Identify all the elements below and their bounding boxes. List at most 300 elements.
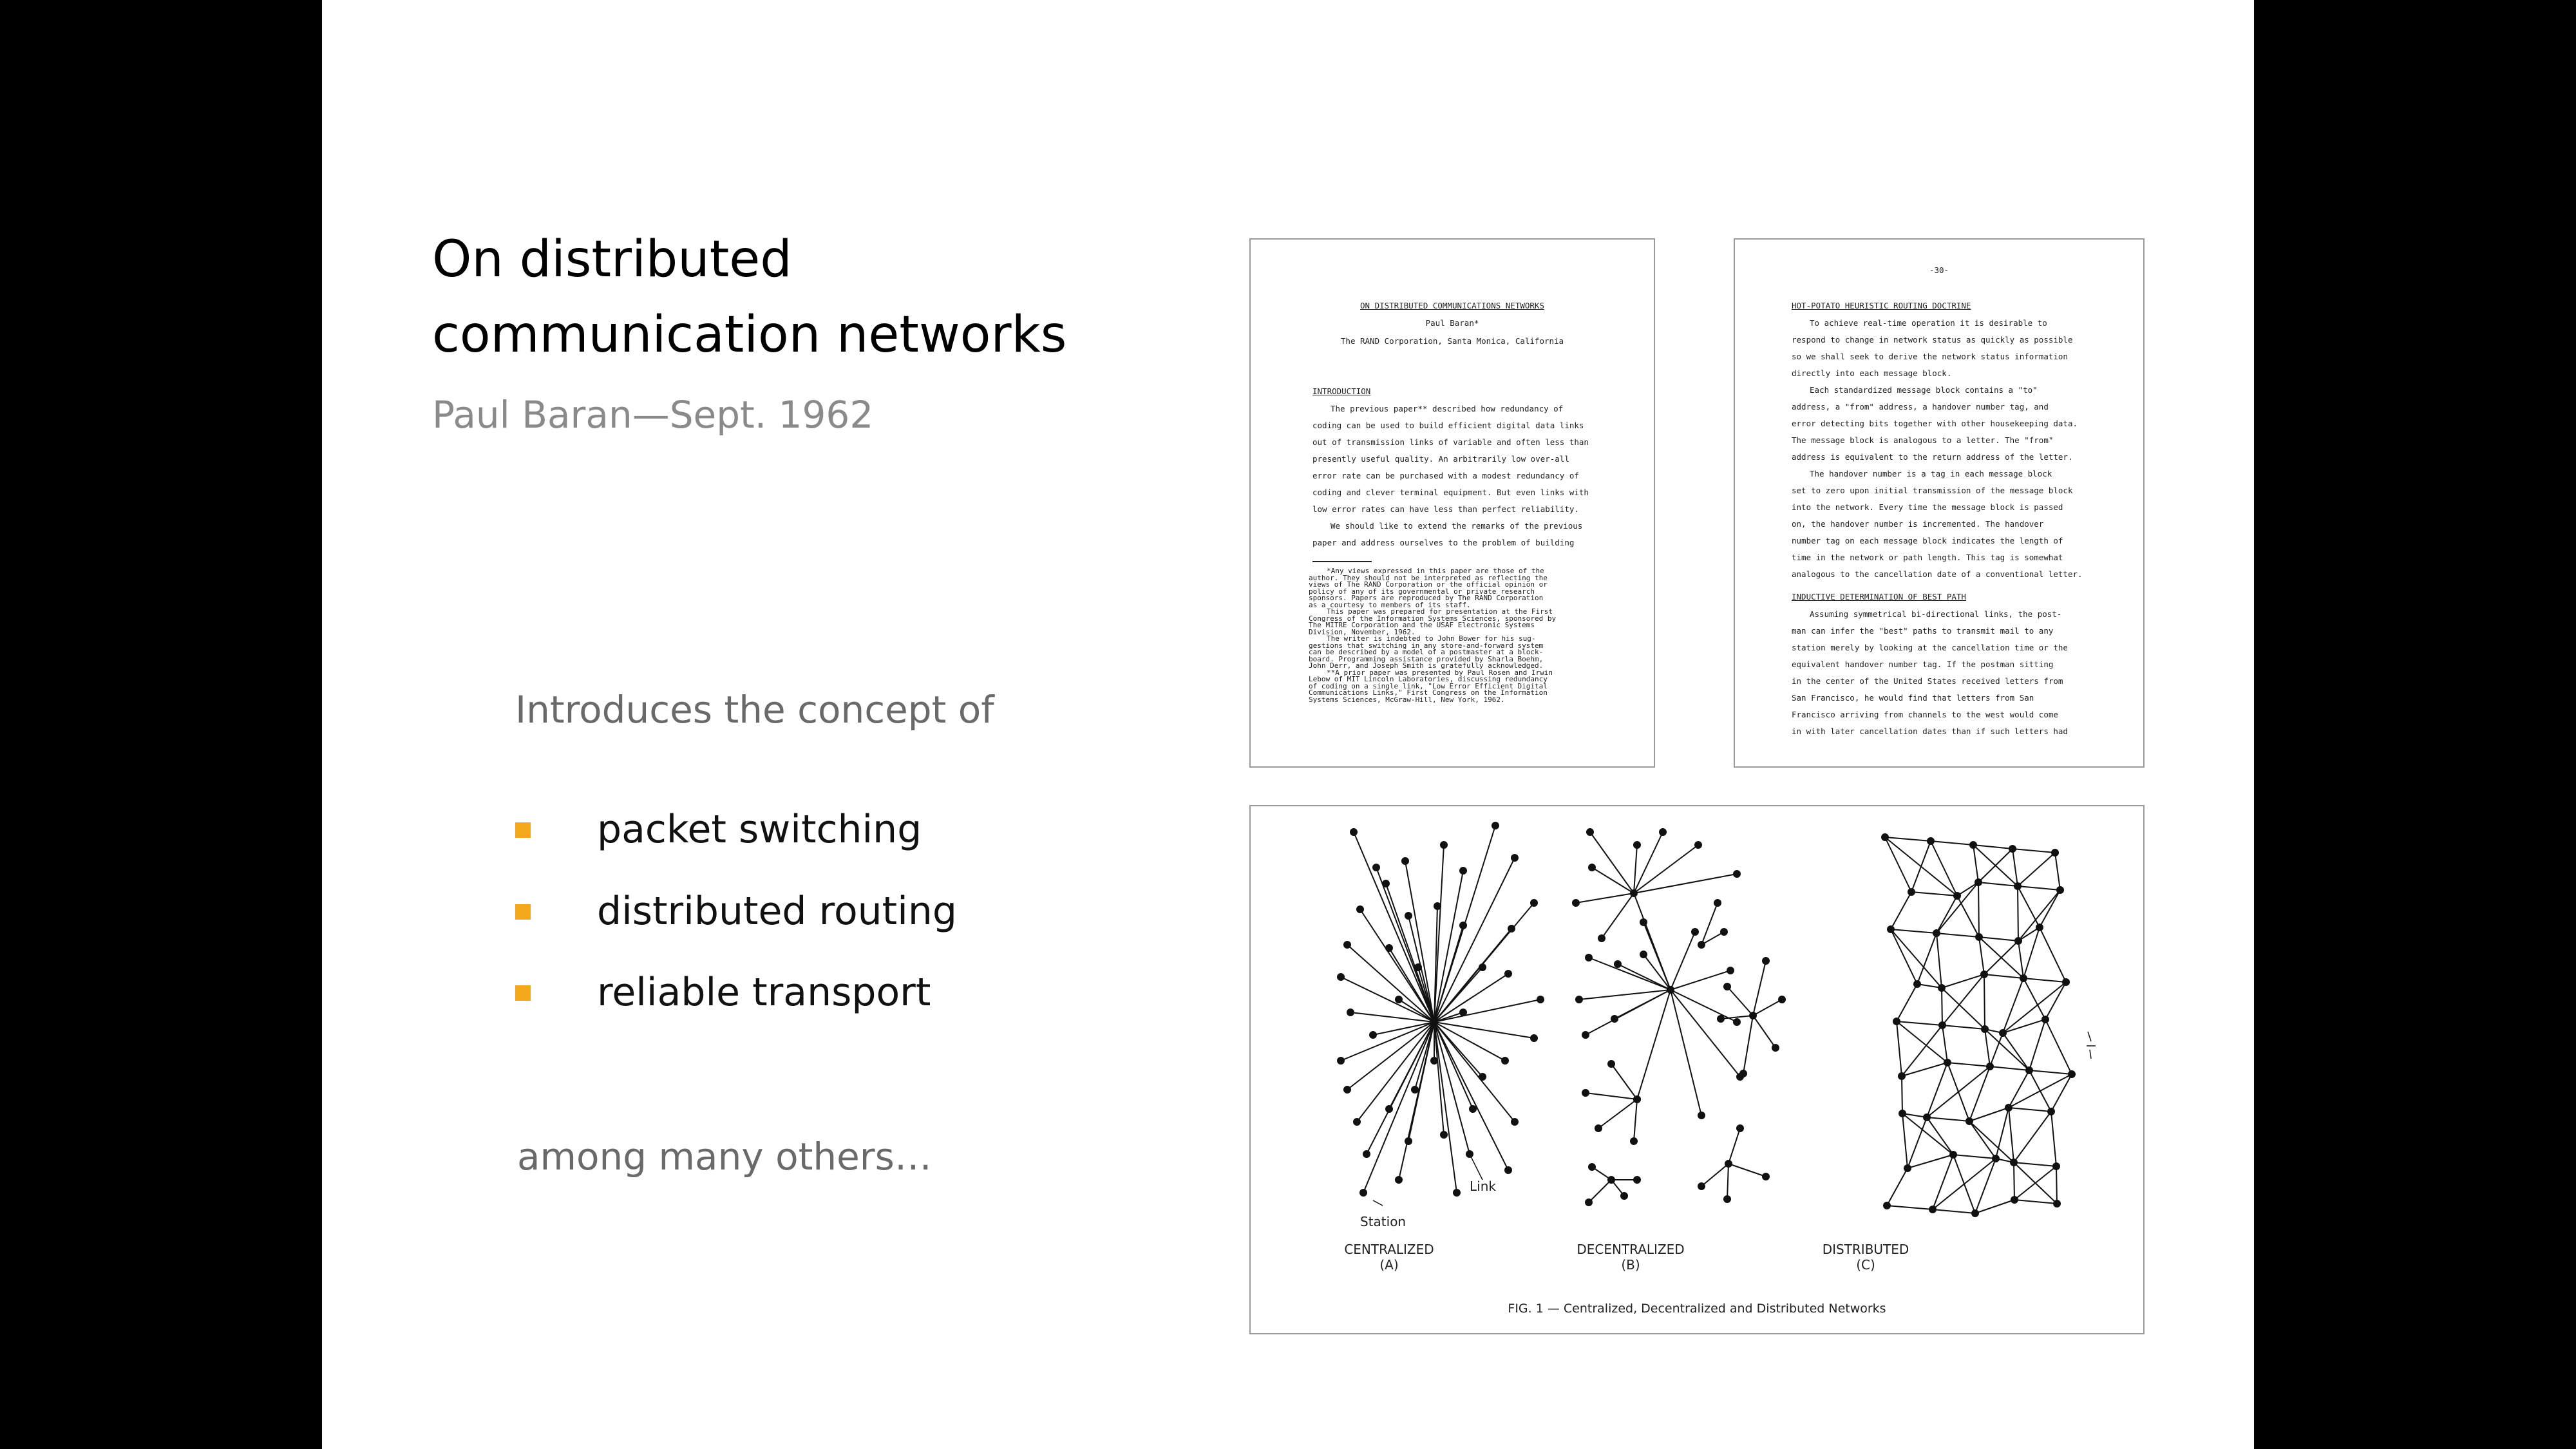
- bullet-label: reliable transport: [597, 970, 931, 1015]
- network-link: [2045, 982, 2066, 1019]
- network-link: [1933, 1209, 1975, 1213]
- network-station: [2014, 937, 2022, 945]
- network-link: [1931, 841, 1973, 845]
- text-line: in with later cancellation dates than if such letters had: [1792, 726, 2068, 736]
- bullet-label: packet switching: [597, 807, 922, 852]
- network-link: [1973, 845, 1978, 882]
- text-line: as a courtesy to members of its staff.: [1309, 600, 1471, 609]
- network-station: [1714, 899, 1721, 907]
- network-station: [1762, 957, 1770, 965]
- text-line: equivalent handover number tag. If the postman sitting: [1792, 659, 2054, 669]
- slide: [322, 0, 2254, 1449]
- network-link: [1887, 1168, 1908, 1206]
- text-line: Division, November, 1962.: [1309, 627, 1416, 636]
- network-link: [1942, 1025, 1985, 1029]
- network-station: [1405, 1137, 1412, 1145]
- network-station: [1598, 934, 1605, 942]
- network-link: [1891, 929, 1937, 933]
- network-link: [1586, 1093, 1637, 1099]
- panel-b-label: [1553, 1242, 1708, 1273]
- network-link: [1611, 1064, 1637, 1099]
- text-line: in the center of the United States received letters from: [1792, 676, 2063, 686]
- station-label: Station: [1360, 1214, 1406, 1229]
- network-station: [2014, 882, 2022, 890]
- network-link: [1887, 1206, 1933, 1209]
- network-link: [2012, 849, 2055, 853]
- network-station: [1898, 1072, 1906, 1080]
- text-line: analogous to the cancellation date of a conventional letter.: [1792, 569, 2083, 579]
- network-station: [1883, 1202, 1891, 1209]
- text-line: San Francisco, he would find that letters from San: [1792, 693, 2034, 703]
- network-link: [1637, 990, 1671, 1099]
- network-station: [1933, 929, 1940, 937]
- network-station: [1511, 854, 1519, 862]
- network-link: [1897, 984, 1917, 1021]
- text-line: sponsors. Papers are reproduced by The RAND Corporation: [1309, 594, 1544, 602]
- network-link: [2040, 890, 2060, 927]
- network-link: [2023, 978, 2066, 982]
- intro-text: Introduces the concept of: [515, 688, 994, 732]
- panel-a-label: [1312, 1242, 1466, 1273]
- network-link: [1985, 1029, 1990, 1066]
- panel-name: DISTRIBUTED: [1822, 1242, 1909, 1257]
- network-station: [1762, 1173, 1770, 1180]
- network-station: [1575, 996, 1583, 1003]
- text-line: error detecting bits together with other housekeeping data.: [1792, 419, 2078, 428]
- text-line: *Any views expressed in this paper are those of the: [1327, 567, 1544, 575]
- network-station: [1588, 1163, 1596, 1171]
- network-station: [1986, 1063, 1994, 1070]
- text-line: man can infer the "best" paths to transmit mail to any: [1792, 626, 2054, 636]
- network-station: [1969, 841, 1977, 849]
- text-line: Each standardized message block contains a "to": [1810, 385, 2038, 395]
- network-link: [1589, 1180, 1611, 1202]
- network-link: [1598, 1099, 1637, 1128]
- network-station: [1727, 967, 1734, 974]
- network-link: [1897, 1021, 1902, 1076]
- network-link: [1969, 1108, 2009, 1121]
- footnote-rule: [1312, 561, 1372, 562]
- network-station: [1343, 941, 1351, 949]
- network-link: [1634, 1099, 1637, 1141]
- text-line: low error rates can have less than perfect reliability.: [1312, 504, 1579, 514]
- bullet-square-icon: [515, 822, 531, 838]
- paper-author: Paul Baran*: [1425, 318, 1479, 328]
- text-line: board. Programming assistance provided by Sharla Boehm,: [1309, 654, 1544, 663]
- outro-text: among many others…: [517, 1135, 932, 1179]
- network-link: [1470, 1154, 1482, 1180]
- network-station: [1586, 828, 1594, 836]
- network-station: [1659, 828, 1667, 836]
- network-station: [1607, 1176, 1615, 1184]
- network-link: [1978, 882, 1979, 937]
- paper-heading: INTRODUCTION: [1312, 386, 1371, 396]
- text-line: This paper was prepared for presentation at the First: [1327, 607, 1553, 616]
- network-station: [1582, 1089, 1589, 1097]
- network-link: [1728, 1128, 1740, 1164]
- network-station: [1913, 980, 1921, 988]
- network-station: [1508, 925, 1515, 933]
- network-station: [1953, 892, 1961, 900]
- network-station: [1981, 1025, 1989, 1033]
- slide-subtitle: Paul Baran—Sept. 1962: [432, 393, 874, 437]
- network-link: [2040, 927, 2066, 982]
- network-station: [1723, 983, 1731, 990]
- network-link: [1927, 1117, 1969, 1121]
- network-station: [1369, 1031, 1377, 1039]
- network-station: [1633, 841, 1641, 849]
- network-station: [1492, 822, 1499, 829]
- title-line-1: On distributed: [432, 231, 792, 289]
- network-station: [1938, 1021, 1946, 1029]
- network-link: [1942, 988, 1985, 1029]
- network-station: [1405, 912, 1412, 920]
- network-station: [1929, 1206, 1937, 1213]
- network-link: [1891, 929, 1917, 984]
- network-station: [1607, 1060, 1615, 1068]
- network-link: [1634, 874, 1737, 893]
- network-link: [2029, 1019, 2045, 1070]
- network-station: [1881, 833, 1889, 841]
- bullet-label: distributed routing: [597, 889, 957, 934]
- network-link: [2090, 1050, 2091, 1059]
- network-station: [1440, 1131, 1448, 1139]
- network-station: [1588, 864, 1596, 871]
- text-line: presently useful quality. An arbitrarily low over-all: [1312, 454, 1569, 464]
- network-link: [1592, 867, 1634, 893]
- network-station: [1459, 867, 1467, 875]
- network-link: [1937, 933, 1942, 988]
- network-station: [1723, 1195, 1731, 1203]
- network-station: [1469, 1105, 1477, 1113]
- network-station: [1459, 922, 1467, 929]
- network-link: [1576, 893, 1634, 903]
- network-link: [1743, 1016, 1753, 1074]
- network-station: [1511, 1118, 1519, 1126]
- network-link: [1973, 845, 2012, 849]
- text-line: error rate can be purchased with a modest redundancy of: [1312, 471, 1579, 480]
- network-station: [1904, 1164, 1911, 1172]
- network-link: [1634, 832, 1663, 893]
- network-station: [1395, 1176, 1403, 1184]
- network-link: [2009, 1108, 2051, 1112]
- text-line: The previous paper** described how redundancy of: [1331, 404, 1564, 413]
- text-line: of coding on a single link, "Low Error Efficient Digital: [1309, 681, 1548, 690]
- network-station: [2051, 849, 2059, 857]
- text-line: To achieve real-time operation it is desirable to: [1810, 318, 2047, 328]
- network-link: [1911, 892, 1957, 896]
- network-station: [1971, 1209, 1979, 1217]
- network-link: [1990, 1033, 2003, 1066]
- network-link: [1947, 1063, 1990, 1066]
- network-station: [1778, 996, 1786, 1003]
- panel-letter: (A): [1379, 1257, 1399, 1273]
- network-station: [1980, 971, 1988, 978]
- network-station: [2056, 886, 2064, 894]
- network-link: [1942, 1025, 1947, 1063]
- network-link: [1897, 1021, 1942, 1025]
- network-link: [1975, 1200, 2014, 1213]
- network-station: [1453, 1189, 1461, 1197]
- network-link: [2012, 849, 2018, 886]
- network-link: [2051, 1112, 2056, 1166]
- bullet-square-icon: [515, 904, 531, 920]
- network-link: [1984, 974, 2023, 978]
- network-station: [1385, 1105, 1393, 1113]
- network-link: [2014, 1200, 2057, 1204]
- network-link: [2018, 886, 2040, 927]
- network-link: [1942, 974, 1984, 1025]
- network-link: [1937, 896, 1957, 933]
- text-line: paper and address ourselves to the problem of building: [1312, 538, 1575, 547]
- network-station: [1630, 1137, 1638, 1145]
- network-station: [1733, 870, 1741, 878]
- network-station: [1736, 1124, 1744, 1132]
- network-station: [1691, 928, 1699, 936]
- network-link: [1891, 892, 1911, 929]
- network-station: [1595, 1124, 1602, 1132]
- text-line: Systems Sciences, McGraw-Hill, New York, 1962.: [1309, 695, 1505, 704]
- paper-page-2: [1734, 238, 2145, 768]
- text-line: views of The RAND Corporation or the official opinion or: [1309, 580, 1548, 589]
- network-station: [1582, 1031, 1589, 1039]
- network-link: [1415, 1022, 1434, 1090]
- page-number: -30-: [1929, 265, 1949, 275]
- text-line: policy of any of its governmental or private research: [1309, 587, 1535, 596]
- network-link: [1727, 987, 1753, 1016]
- network-station: [1975, 933, 1983, 941]
- network-link: [1753, 999, 1782, 1016]
- network-station: [1501, 1057, 1509, 1065]
- network-station: [1504, 970, 1512, 978]
- network-link: [1902, 1063, 1947, 1076]
- network-station: [1640, 918, 1647, 926]
- network-station: [1944, 1059, 1951, 1066]
- network-link: [1590, 832, 1634, 893]
- network-station: [2041, 1016, 2049, 1023]
- network-station: [1347, 1009, 1354, 1016]
- paper-affiliation: The RAND Corporation, Santa Monica, California: [1340, 336, 1564, 346]
- network-station: [2020, 974, 2027, 982]
- network-link: [1389, 1022, 1434, 1109]
- network-link: [2018, 853, 2055, 886]
- network-station: [1372, 864, 1380, 871]
- network-station: [1992, 1155, 2000, 1162]
- network-station: [1694, 841, 1702, 849]
- paper-heading: INDUCTIVE DETERMINATION OF BEST PATH: [1792, 592, 1966, 601]
- network-station: [1927, 837, 1935, 845]
- network-link: [1969, 1121, 1996, 1159]
- text-line: John Derr, and Joseph Smith is gratefully acknowledged.: [1309, 661, 1544, 670]
- network-link: [2055, 853, 2060, 890]
- panel-letter: (C): [1856, 1257, 1875, 1273]
- network-link: [2023, 927, 2040, 978]
- text-line: coding can be used to build efficient digital data links: [1312, 421, 1584, 430]
- network-station: [1938, 984, 1946, 992]
- network-station: [1530, 1034, 1538, 1042]
- network-link: [1917, 933, 1937, 984]
- network-link: [2029, 1070, 2072, 1074]
- network-link: [1615, 990, 1671, 1019]
- network-station: [1739, 1070, 1747, 1077]
- network-link: [1885, 837, 1931, 841]
- network-station: [1887, 925, 1895, 933]
- network-station: [1999, 1029, 2007, 1037]
- text-line: station merely by looking at the cancellation time or the: [1792, 643, 2068, 652]
- text-line: address, a "from" address, a handover number tag, and: [1792, 402, 2049, 412]
- network-station: [1772, 1044, 1779, 1052]
- network-station: [2036, 923, 2043, 931]
- text-line: We should like to extend the remarks of the previous: [1331, 521, 1583, 531]
- network-station: [1585, 954, 1593, 961]
- network-link: [1373, 1200, 1383, 1206]
- paper-heading: HOT-POTATO HEURISTIC ROUTING DOCTRINE: [1792, 301, 1971, 310]
- network-station: [1350, 828, 1358, 836]
- network-station: [1611, 1015, 1618, 1023]
- network-link: [1990, 1066, 2029, 1070]
- text-line: Assuming symmetrical bi-directional links, the post-: [1810, 609, 2062, 619]
- network-station: [1614, 960, 1622, 968]
- network-station: [1698, 1182, 1705, 1190]
- network-link: [1354, 832, 1434, 1022]
- network-station: [1343, 1086, 1351, 1094]
- network-link: [1671, 971, 1730, 990]
- network-station: [1908, 888, 1915, 896]
- network-link: [1671, 990, 1737, 1022]
- text-line: Communications Links," First Congress on the Information: [1309, 688, 1548, 697]
- network-station: [1899, 1110, 1906, 1117]
- network-link: [1753, 961, 1766, 1016]
- network-link: [2003, 1033, 2029, 1070]
- network-station: [1640, 951, 1647, 958]
- network-station: [1459, 1009, 1467, 1016]
- network-link: [2088, 1032, 2091, 1041]
- network-link: [1902, 1025, 1942, 1076]
- network-station: [2009, 845, 2016, 853]
- network-station: [1975, 878, 1982, 886]
- network-station: [1720, 928, 1728, 936]
- network-link: [1902, 1113, 1908, 1168]
- text-line: Francisco arriving from channels to the west would come: [1792, 710, 2058, 719]
- text-line: **A prior paper was presented by Paul Rosen and Irwin: [1327, 668, 1553, 677]
- network-link: [2018, 941, 2023, 978]
- network-station: [2062, 978, 2070, 986]
- network-link: [2014, 1166, 2056, 1200]
- title-line-2: communication networks: [432, 306, 1067, 364]
- network-station: [1411, 1086, 1419, 1094]
- network-station: [1359, 1189, 1367, 1197]
- network-link: [2009, 1108, 2014, 1162]
- network-link: [1753, 1016, 1776, 1048]
- text-line: so we shall seek to derive the network status information: [1792, 352, 2068, 361]
- network-station: [2053, 1200, 2061, 1208]
- network-station: [1401, 857, 1409, 865]
- network-link: [1701, 1164, 1728, 1186]
- network-link: [1953, 1155, 1996, 1159]
- text-line: time in the network or path length. This tag is somewhat: [1792, 553, 2063, 562]
- network-station: [1572, 899, 1580, 907]
- network-link: [1979, 937, 1984, 974]
- text-line: number tag on each message block indicates the length of: [1792, 536, 2063, 545]
- network-station: [1440, 841, 1448, 849]
- network-link: [1634, 845, 1698, 893]
- network-station: [1363, 1150, 1370, 1158]
- network-station: [1585, 1198, 1593, 1206]
- network-station: [1337, 1057, 1345, 1065]
- text-line: out of transmission links of variable and often less than: [1312, 437, 1589, 447]
- network-station: [2025, 1066, 2033, 1074]
- panel-name: DECENTRALIZED: [1577, 1242, 1685, 1257]
- network-station: [1537, 996, 1544, 1003]
- network-station: [1717, 1015, 1725, 1023]
- panel-c-label: [1788, 1242, 1943, 1273]
- network-link: [1408, 1022, 1434, 1141]
- network-link: [2056, 1166, 2057, 1204]
- bullet-square-icon: [515, 985, 531, 1001]
- network-link: [1957, 896, 1979, 937]
- text-line: directly into each message block.: [1792, 368, 1952, 378]
- text-line: The MITRE Corporation and the USAF Electronic Systems: [1309, 621, 1535, 629]
- network-station: [1949, 1151, 1957, 1159]
- text-line: can be described by a model of a postmaster at a block-: [1309, 648, 1544, 656]
- text-line: coding and clever terminal equipment. But even links with: [1312, 488, 1589, 497]
- text-line: Lebow of MIT Lincoln Laboratories, discussing redundancy: [1309, 675, 1548, 683]
- text-line: gestions that switching in any store-and-forward system: [1309, 641, 1544, 650]
- network-link: [1579, 990, 1671, 999]
- panel-letter: (B): [1621, 1257, 1640, 1273]
- network-link: [1931, 841, 1957, 896]
- network-link: [1911, 841, 1931, 892]
- text-line: on, the handover number is incremented. The handover: [1792, 519, 2044, 529]
- network-link: [2014, 1112, 2051, 1162]
- network-link: [1908, 1155, 1953, 1168]
- network-station: [1434, 902, 1441, 910]
- network-station: [2011, 1196, 2018, 1204]
- network-station: [1504, 1166, 1512, 1174]
- network-link: [2014, 1162, 2056, 1166]
- network-station: [1356, 905, 1364, 913]
- network-station: [2010, 1159, 2018, 1166]
- text-line: Congress of the Information Systems Sciences, sponsored by: [1309, 614, 1557, 623]
- network-link: [1602, 893, 1634, 938]
- paper-page-1: [1249, 238, 1655, 768]
- network-station: [1893, 1018, 1900, 1025]
- network-station: [1530, 899, 1538, 907]
- network-link: [1643, 922, 1671, 990]
- slide-title: [432, 222, 1066, 373]
- network-station: [1633, 1176, 1641, 1184]
- network-station: [1385, 944, 1393, 952]
- text-line: author. They should not be interpreted as reflecting the: [1309, 573, 1548, 582]
- network-station: [1965, 1117, 1973, 1125]
- text-line: address is equivalent to the return address of the letter.: [1792, 452, 2073, 462]
- network-link: [1978, 882, 2018, 886]
- network-station: [1698, 1112, 1705, 1119]
- network-link: [2045, 1019, 2072, 1074]
- network-station: [1923, 1113, 1931, 1121]
- network-station: [2047, 1108, 2055, 1115]
- network-link: [1728, 1164, 1766, 1177]
- network-station: [1733, 1018, 1741, 1026]
- text-line: The writer is indebted to John Bower for his sug-: [1327, 634, 1536, 643]
- network-station: [1479, 963, 1486, 971]
- link-label: Link: [1470, 1179, 1496, 1194]
- network-link: [1671, 932, 1695, 990]
- text-line: set to zero upon initial transmission of the message block: [1792, 486, 2073, 495]
- network-link: [1937, 933, 1979, 937]
- network-link: [1885, 837, 1911, 892]
- network-station: [1620, 1192, 1628, 1200]
